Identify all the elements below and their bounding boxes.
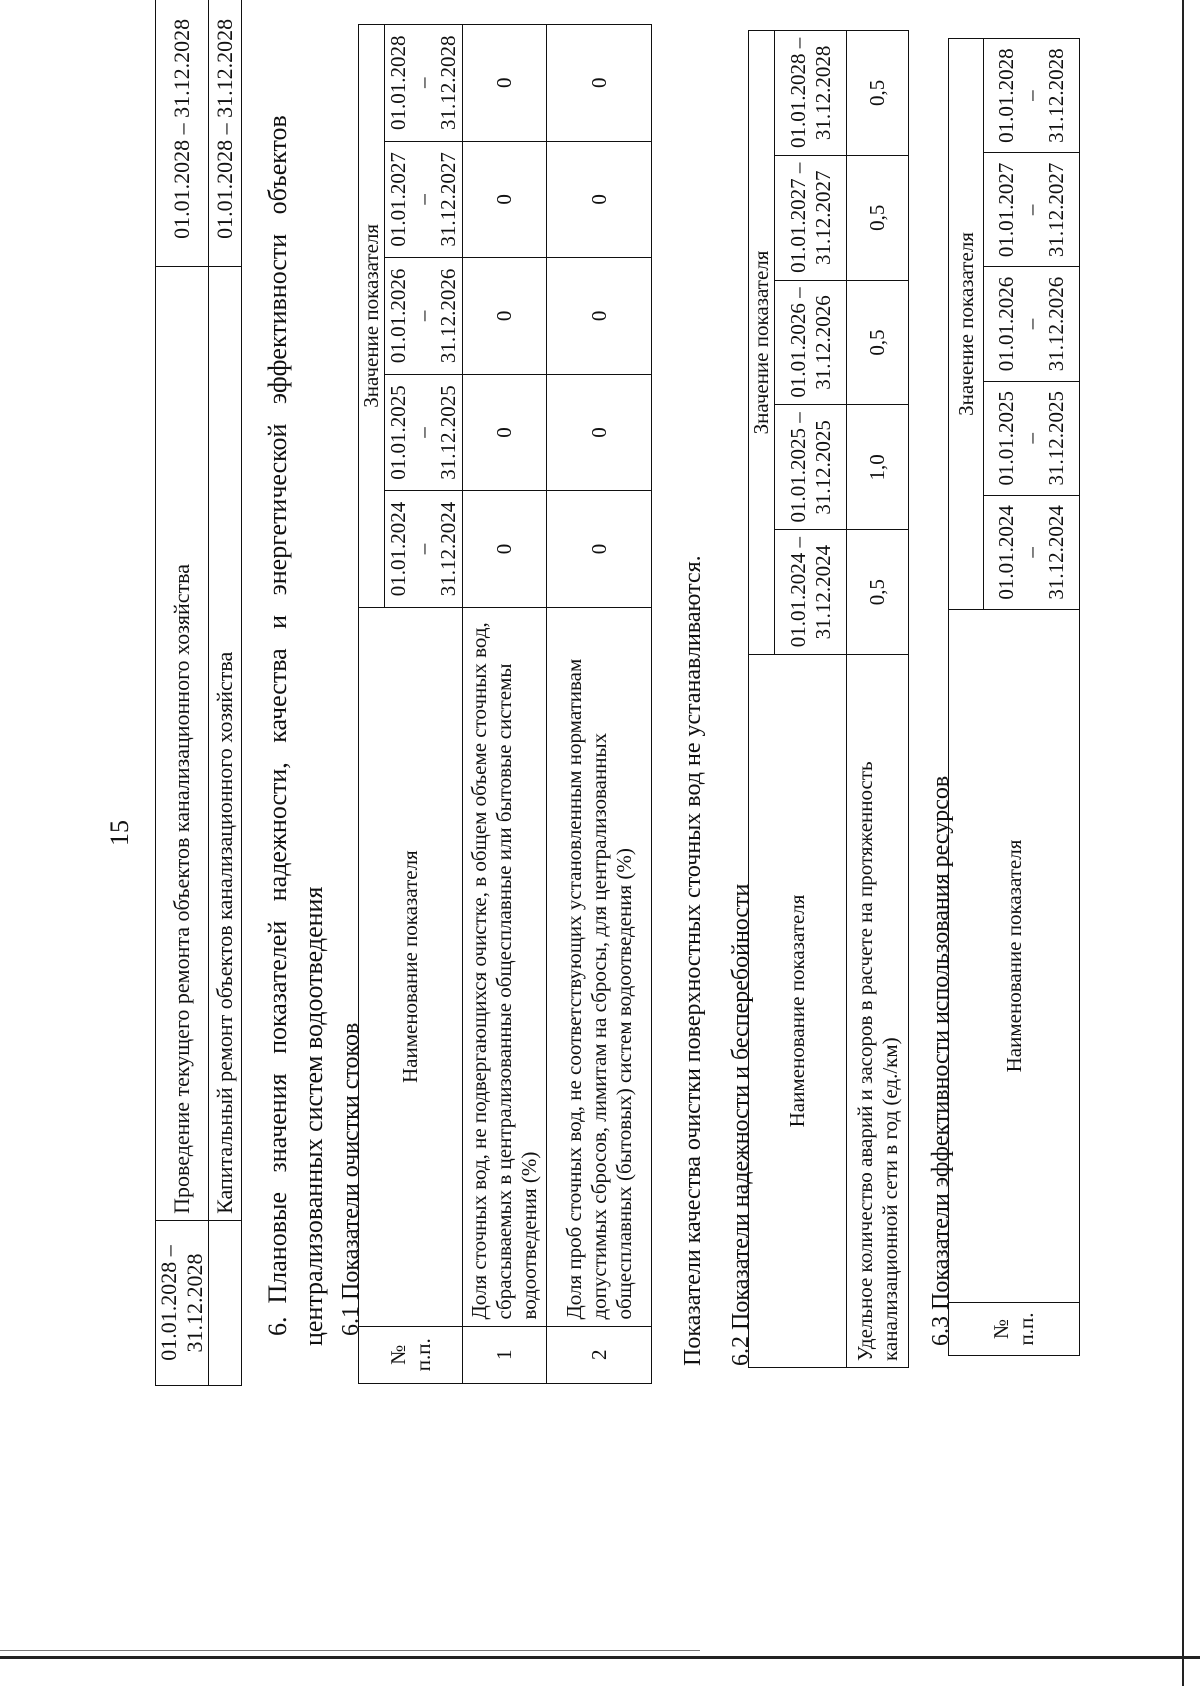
col-no-header: № п.п. [949, 1303, 1080, 1356]
row-name: Доля сточных вод, не подвергающихся очистке, в общем объеме сточных вод, сбрасываемых в централизованные общесплавные или бытовые системы водоотведения (%) [463, 607, 547, 1326]
table-6-1 [358, 24, 652, 1384]
schedule-row [156, 0, 209, 1386]
period-header: 01.01.2025 – 31.12.2025 [385, 374, 463, 491]
col-group-header: Значение показателя [359, 25, 385, 608]
value-cell: 0 [463, 374, 547, 491]
schedule-event: Капитальный ремонт объектов канализационного хозяйства [209, 266, 242, 1220]
value-cell: 0 [463, 258, 547, 375]
period-header: 01.01.2025 – 31.12.2025 [984, 381, 1080, 495]
period-header: 01.01.2025 – 31.12.2025 [775, 405, 847, 530]
col-group-header: Значение показателя [749, 31, 775, 655]
value-cell: 0 [547, 491, 652, 608]
period-header: 01.01.2028 – 31.12.2028 [775, 31, 847, 156]
row-name: Удельное количество аварий и засоров в расчете на протяженность канализационной сети в год (ед./км) [847, 655, 909, 1368]
schedule-period [209, 1220, 242, 1385]
period-header: 01.01.2026 – 31.12.2026 [385, 258, 463, 375]
table-6-3-heading: 6.3 Показатели эффективности использования ресурсов [928, 775, 954, 1346]
schedule-row [209, 0, 242, 1386]
row-no: 1 [463, 1326, 547, 1383]
col-no-header: № п.п. [359, 1326, 463, 1383]
schedule-table [155, 0, 242, 1386]
period-header: 01.01.2027 – 31.12.2027 [984, 153, 1080, 267]
value-cell: 0 [463, 25, 547, 142]
table-row [547, 25, 652, 1384]
schedule-period: 01.01.2028 – 31.12.2028 [156, 1220, 209, 1385]
value-cell: 0 [547, 25, 652, 142]
value-cell: 0 [547, 374, 652, 491]
col-name-header: Наименование показателя [359, 607, 463, 1326]
row-no: 2 [547, 1326, 652, 1383]
value-cell: 0 [463, 141, 547, 258]
table-6-2 [748, 30, 909, 1368]
page-number: 15 [105, 820, 134, 846]
value-cell: 0,5 [847, 31, 909, 156]
value-cell: 0,5 [847, 155, 909, 280]
surface-water-note: Показатели качества очистки поверхностных сточных вод не устанавливаются. [680, 555, 706, 1366]
table-6-1-heading: 6.1 Показатели очистки стоков [338, 1022, 364, 1336]
table-row [847, 31, 909, 1368]
period-header: 01.01.2024 – 31.12.2024 [385, 491, 463, 608]
period-header: 01.01.2028 – 31.12.2028 [385, 25, 463, 142]
value-cell: 0 [547, 258, 652, 375]
table-row [463, 25, 547, 1384]
col-group-header: Значение показателя [949, 39, 984, 610]
value-cell: 0 [463, 491, 547, 608]
table-6-2-heading: 6.2 Показатели надежности и бесперебойности [728, 883, 754, 1366]
value-cell: 0 [547, 141, 652, 258]
value-cell: 0,5 [847, 280, 909, 405]
period-header: 01.01.2026 – 31.12.2026 [984, 267, 1080, 381]
table-6-3 [948, 38, 1080, 1356]
col-name-header: Наименование показателя [949, 610, 1080, 1303]
period-header: 01.01.2027 – 31.12.2027 [775, 155, 847, 280]
col-name-header: Наименование показателя [749, 655, 847, 1368]
period-header: 01.01.2024 – 31.12.2024 [984, 495, 1080, 609]
period-header: 01.01.2024 – 31.12.2024 [775, 530, 847, 655]
schedule-event: Проведение текущего ремонта объектов канализационного хозяйства [156, 266, 209, 1220]
period-header: 01.01.2026 – 31.12.2026 [775, 280, 847, 405]
section-6-title-cont: централизованных систем водоотведения [299, 886, 328, 1346]
period-header: 01.01.2027 – 31.12.2027 [385, 141, 463, 258]
schedule-period-right: 01.01.2028 – 31.12.2028 [209, 0, 242, 266]
value-cell: 1,0 [847, 405, 909, 530]
section-6-title: 6. Плановые значения показателей надежности, качества и энергетической эффективности объектов [263, 115, 292, 1336]
row-name: Доля проб сточных вод, не соответствующих установленным нормативам допустимых сбросов, лимитам на сбросы, для централизованных общесплавных (бытовых) систем водоотведения (%) [547, 607, 652, 1326]
value-cell: 0,5 [847, 530, 909, 655]
period-header: 01.01.2028 – 31.12.2028 [984, 39, 1080, 153]
schedule-period-right: 01.01.2028 – 31.12.2028 [156, 0, 209, 266]
